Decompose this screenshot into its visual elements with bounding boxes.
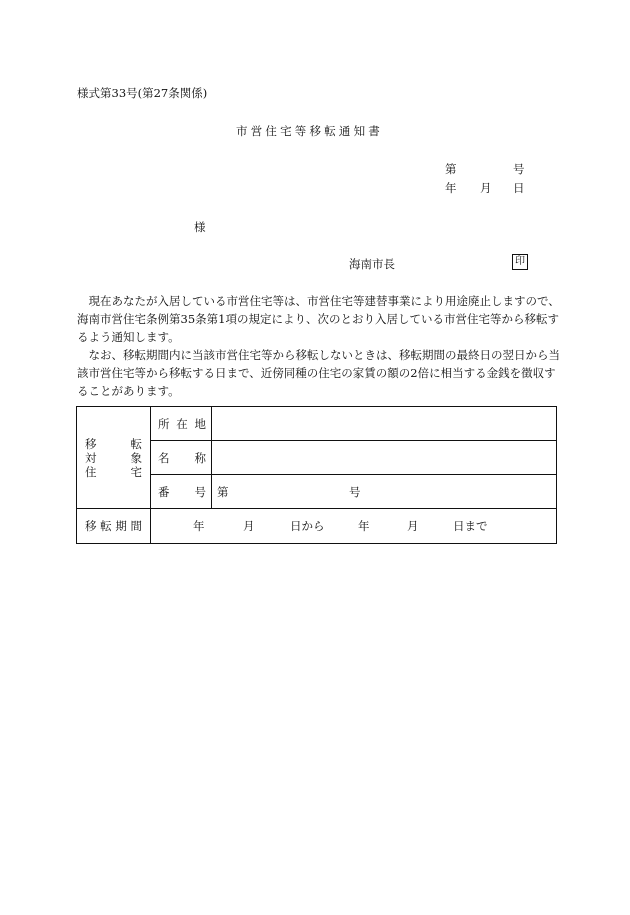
sender-name: 海南市長 [349,257,395,271]
group-label-char: 対 [85,450,97,465]
name-label: 名 称 [151,441,212,475]
relocation-table [76,406,557,544]
date-day-label: 日 [513,181,525,195]
number-suffix: 号 [349,484,361,499]
period-end-month: 月 [407,519,419,533]
number-label: 番 号 [151,475,212,509]
period-end-year: 年 [358,519,370,533]
date-year-label: 年 [445,181,457,195]
number-prefix: 第 [217,484,229,499]
addressee-suffix: 様 [194,220,206,234]
number-value-field[interactable] [212,475,557,509]
relocation-period-field[interactable] [151,509,557,544]
group-label-char: 転 [130,436,142,451]
body-paragraph: 現在あなたが入居している市営住宅等は、市営住宅等建替事業により用途廃止しますので、海南市営住宅条例第35条第1項の規定により、次のとおり入居している市営住宅等から移転するよう通知します。 [77,294,560,344]
document-number-suffix: 号 [513,162,525,176]
group-label-char: 象 [130,450,142,465]
document-number-prefix: 第 [445,162,457,176]
seal-stamp: 印 [512,254,528,270]
group-label-char: 宅 [130,464,142,479]
group-label-char: 住 [85,464,97,479]
period-start-day: 日から [290,519,325,533]
name-value-field[interactable] [212,441,557,475]
date-month-label: 月 [480,181,492,195]
period-start-month: 月 [243,519,255,533]
body-paragraph: なお、移転期間内に当該市営住宅等から移転しないときは、移転期間の最終日の翌日から当該市営住宅等から移転する日まで、近傍同種の住宅の家賃の額の2倍に相当する金銭を徴収することがあります。 [77,348,560,398]
form-number: 様式第33号(第27条関係) [77,86,208,100]
location-value-field[interactable] [212,407,557,441]
period-end-day: 日まで [453,519,488,533]
location-label: 所 在 地 [151,407,212,441]
document-title: 市営住宅等移転通知書 [236,124,383,138]
relocation-target-housing-label [77,407,151,509]
group-label-char: 移 [85,436,97,451]
notice-body [77,292,561,400]
period-start-year: 年 [193,519,205,533]
relocation-period-label: 移 転 期 間 [77,509,151,544]
